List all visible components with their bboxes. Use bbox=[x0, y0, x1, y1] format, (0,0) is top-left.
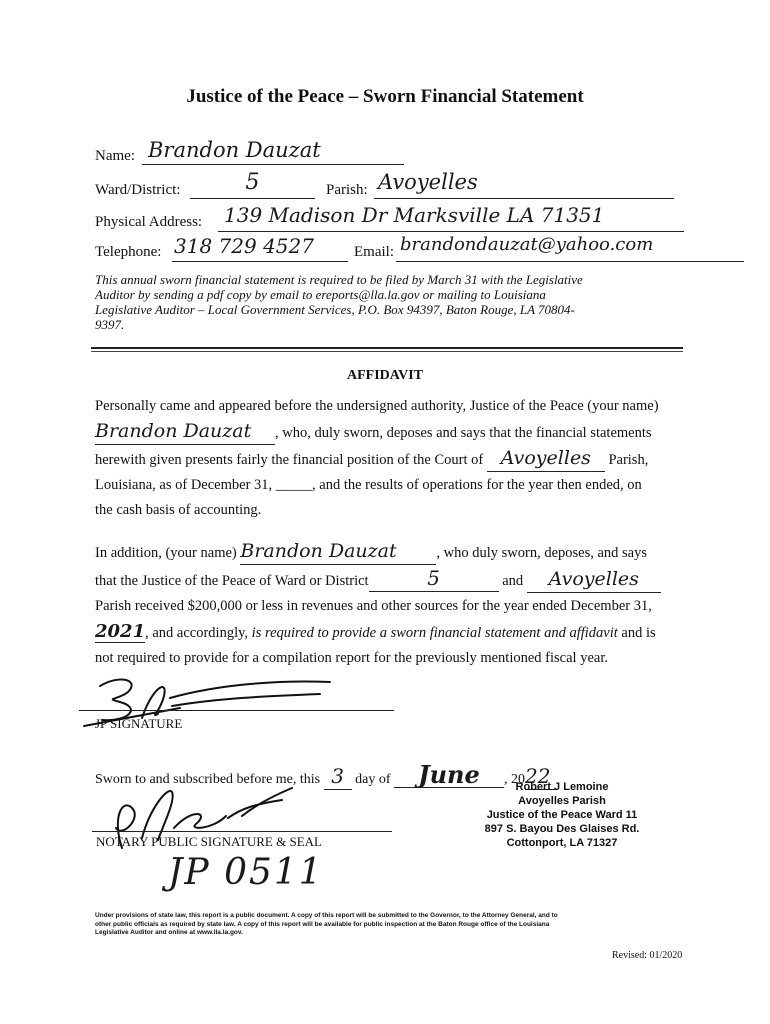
address-field[interactable] bbox=[218, 203, 684, 232]
affidavit-heading: AFFIDAVIT bbox=[347, 368, 423, 383]
email-field[interactable] bbox=[396, 234, 744, 262]
name-field[interactable] bbox=[142, 138, 404, 165]
address-value: 139 Madison Dr Marksville LA 71351 bbox=[224, 203, 605, 227]
sworn-month[interactable]: June bbox=[394, 762, 504, 788]
email-label: Email: bbox=[354, 244, 394, 260]
email-value: brandondauzat@yahoo.com bbox=[400, 234, 654, 255]
affidavit-paragraph-2: In addition, (your name) Brandon Dauzat , who duly sworn, deposes, and says that the Justice of the Peace of Ward or District 5 and Avoyelles Parish received $200,000 or less in revenues and other sources for the year ended December 31, 2021, and accordingly, is required to provide a sworn financial statement and affidavit and is not required to provide for a compilation report for the previously mentioned fiscal year. bbox=[95, 539, 695, 671]
address-label: Physical Address: bbox=[95, 214, 203, 230]
court-parish[interactable]: Avoyelles bbox=[487, 446, 605, 472]
telephone-label: Telephone: bbox=[95, 244, 162, 260]
section-divider bbox=[91, 347, 683, 352]
telephone-value: 318 729 4527 bbox=[174, 234, 314, 258]
affidavit-paragraph-1: Personally came and appeared before the undersigned authority, Justice of the Peace (your name) Brandon Dauzat , who, duly sworn, deposes and says that the financial statements herewith given presents fairly the financial position of the Court of Avoyelles Parish, Louisiana, as of December 31, _____, and the results of operations for the year then ended, on the cash basis of accounting. bbox=[95, 398, 659, 518]
filing-instructions: This annual sworn financial statement is required to be filed by March 31 with the Legislative Auditor by sending a pdf copy by email to ereports@lla.la.gov or mailing to Louisiana Legislative Auditor – Local Government Services, P.O. Box 94397, Baton Rouge, LA 70804- 9397. bbox=[95, 272, 583, 332]
notary-stamp: Robert J Lemoine Avoyelles Parish Justice of the Peace Ward 11 897 S. Bayou Des Glaises Rd. Cottonport, LA 71327 bbox=[484, 781, 640, 849]
ward-label: Ward/District: bbox=[95, 182, 181, 198]
name-value: Brandon Dauzat bbox=[148, 138, 321, 162]
parish-label: Parish: bbox=[326, 182, 368, 198]
parish-value-2[interactable]: Avoyelles bbox=[527, 567, 661, 593]
parish-field[interactable] bbox=[374, 170, 674, 199]
sworn-year[interactable]: 22 bbox=[525, 764, 557, 790]
notary-signature-label: NOTARY PUBLIC SIGNATURE & SEAL bbox=[96, 834, 322, 849]
jp-signature-line bbox=[79, 710, 394, 711]
revised-date: Revised: 01/2020 bbox=[612, 950, 683, 961]
year-value[interactable]: 2021 bbox=[95, 621, 146, 642]
ward-field[interactable] bbox=[190, 170, 315, 199]
sworn-day[interactable]: 3 bbox=[324, 764, 352, 790]
page-title: Justice of the Peace – Sworn Financial Statement bbox=[186, 86, 584, 107]
name-label: Name: bbox=[95, 148, 135, 164]
public-document-notice: Under provisions of state law, this report is a public document. A copy of this report will be submitted to the Governor, to the Attorney General, and to other public officials as required by state law. A copy of this report will be available for public inspection at the Baton Rouge office of the Louisiana Legislative Auditor and online at www.lla.la.gov. bbox=[95, 912, 558, 936]
ward-value: 5 bbox=[245, 170, 260, 195]
district-value[interactable]: 5 bbox=[369, 566, 499, 592]
parish-value: Avoyelles bbox=[378, 170, 478, 194]
jp-signature-label: JP SIGNATURE bbox=[95, 716, 183, 731]
affiant-name-2[interactable]: Brandon Dauzat bbox=[240, 539, 436, 565]
sworn-line: Sworn to and subscribed before me, this 3 day of June , 2022 bbox=[95, 762, 557, 792]
notary-id: JP 0511 bbox=[168, 852, 324, 893]
telephone-field[interactable] bbox=[172, 234, 348, 262]
affiant-name[interactable]: Brandon Dauzat bbox=[95, 419, 275, 445]
notary-signature-line bbox=[92, 831, 392, 832]
